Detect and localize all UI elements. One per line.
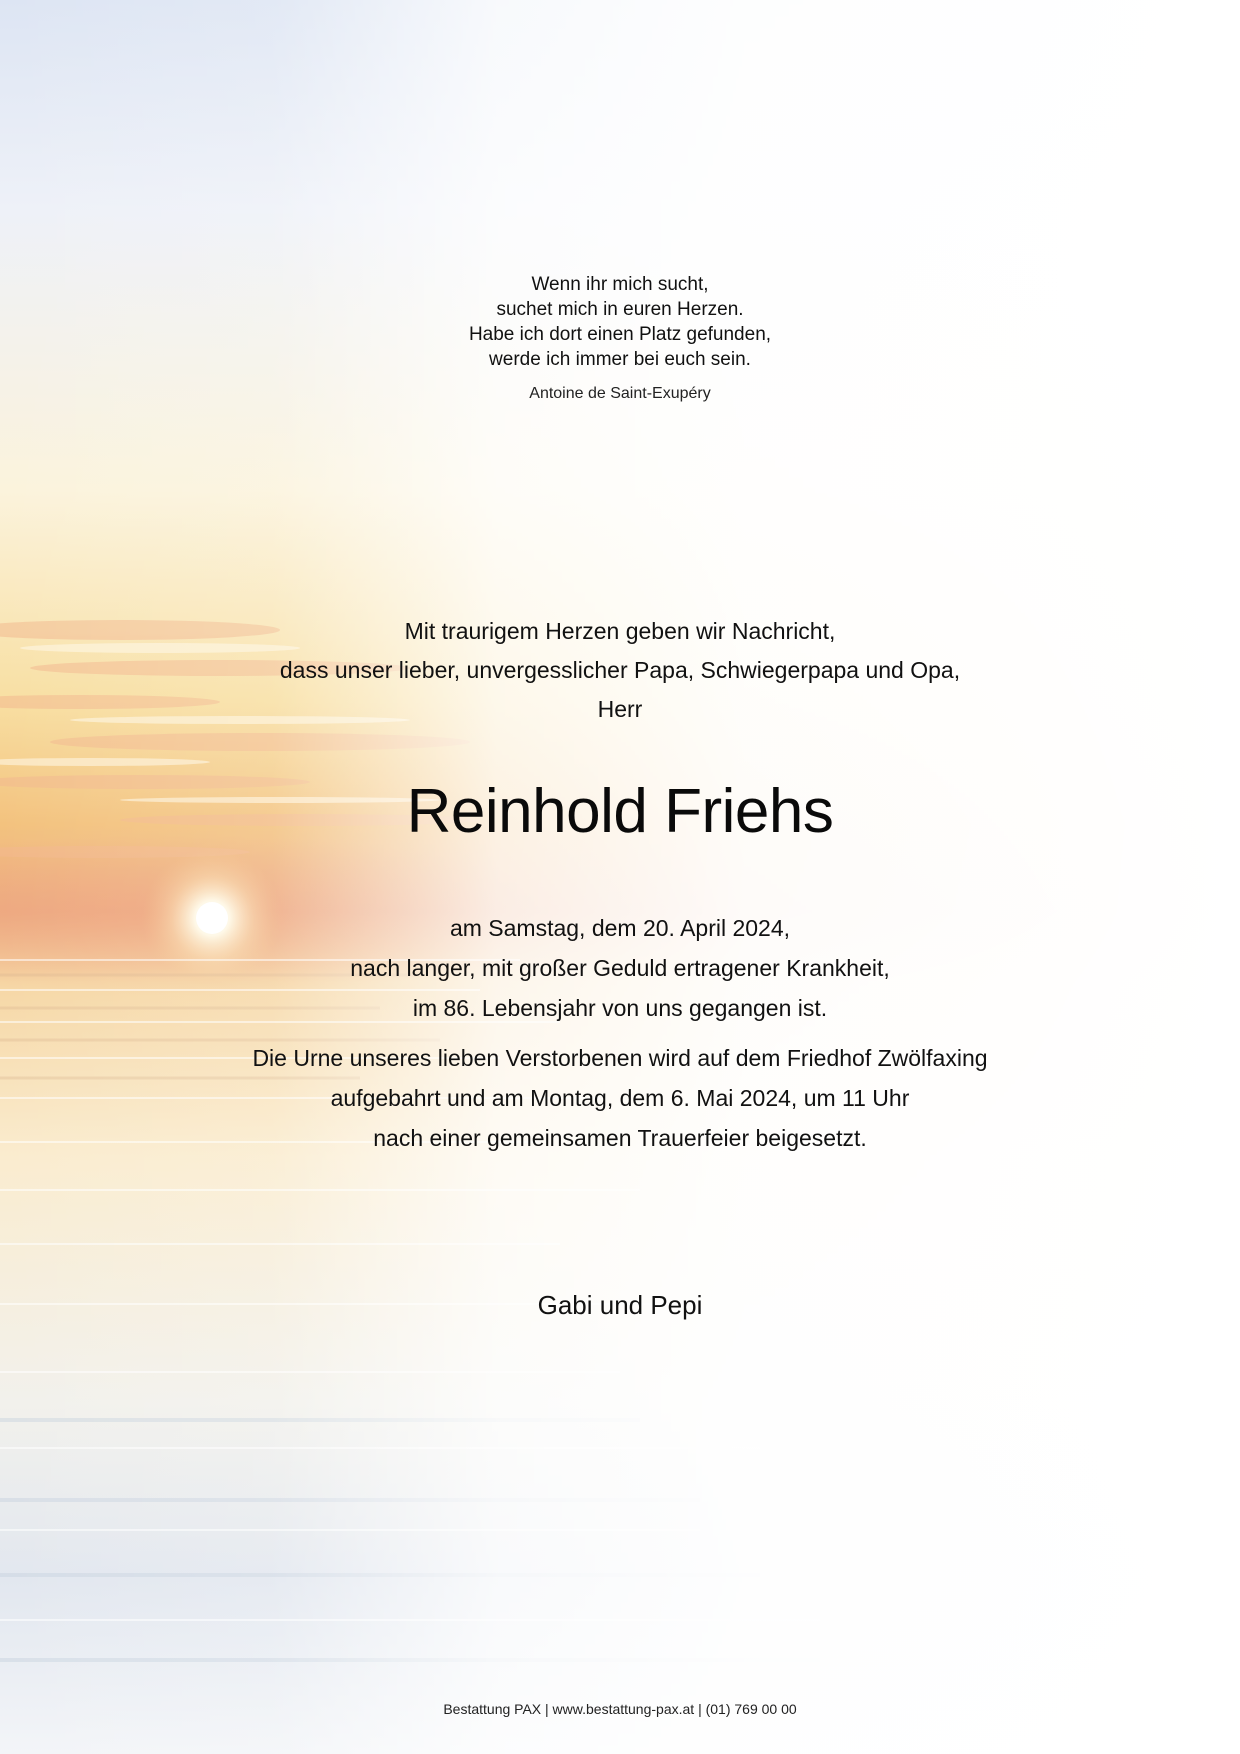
burial-line: Die Urne unseres lieben Verstorbenen wird auf dem Friedhof Zwölfaxing: [252, 1045, 988, 1071]
quote-line: werde ich immer bei euch sein.: [489, 349, 751, 370]
burial-line: nach einer gemeinsamen Trauerfeier beigesetzt.: [373, 1125, 867, 1151]
quote-line: Wenn ihr mich sucht,: [531, 274, 709, 295]
deceased-name: Reinhold Friehs: [406, 777, 834, 846]
intro-line: Herr: [597, 696, 643, 722]
death-details: [0, 908, 1240, 1028]
intro-line: Mit traurigem Herzen geben wir Nachricht,: [404, 618, 836, 644]
death-line: am Samstag, dem 20. April 2024,: [449, 915, 791, 941]
funeral-home-footer: Bestattung PAX | www.bestattung-pax.at | (01) 769 00 00: [443, 1701, 797, 1717]
burial-details: [0, 1038, 1240, 1158]
death-line: im 86. Lebensjahr von uns gegangen ist.: [412, 995, 828, 1021]
intro-line: dass unser lieber, unvergesslicher Papa, Schwiegerpapa und Opa,: [279, 657, 961, 683]
quote-line: Habe ich dort einen Platz gefunden,: [468, 324, 772, 345]
announcement-intro: [0, 612, 1240, 729]
burial-line: aufgebahrt und am Montag, dem 6. Mai 2024, um 11 Uhr: [330, 1085, 910, 1111]
family-signature: Gabi und Pepi: [537, 1290, 703, 1320]
death-line: nach langer, mit großer Geduld ertragener Krankheit,: [350, 955, 890, 981]
quote-author: Antoine de Saint-Exupéry: [529, 385, 711, 402]
quote-block: [0, 272, 1240, 372]
quote-line: suchet mich in euren Herzen.: [496, 299, 744, 320]
